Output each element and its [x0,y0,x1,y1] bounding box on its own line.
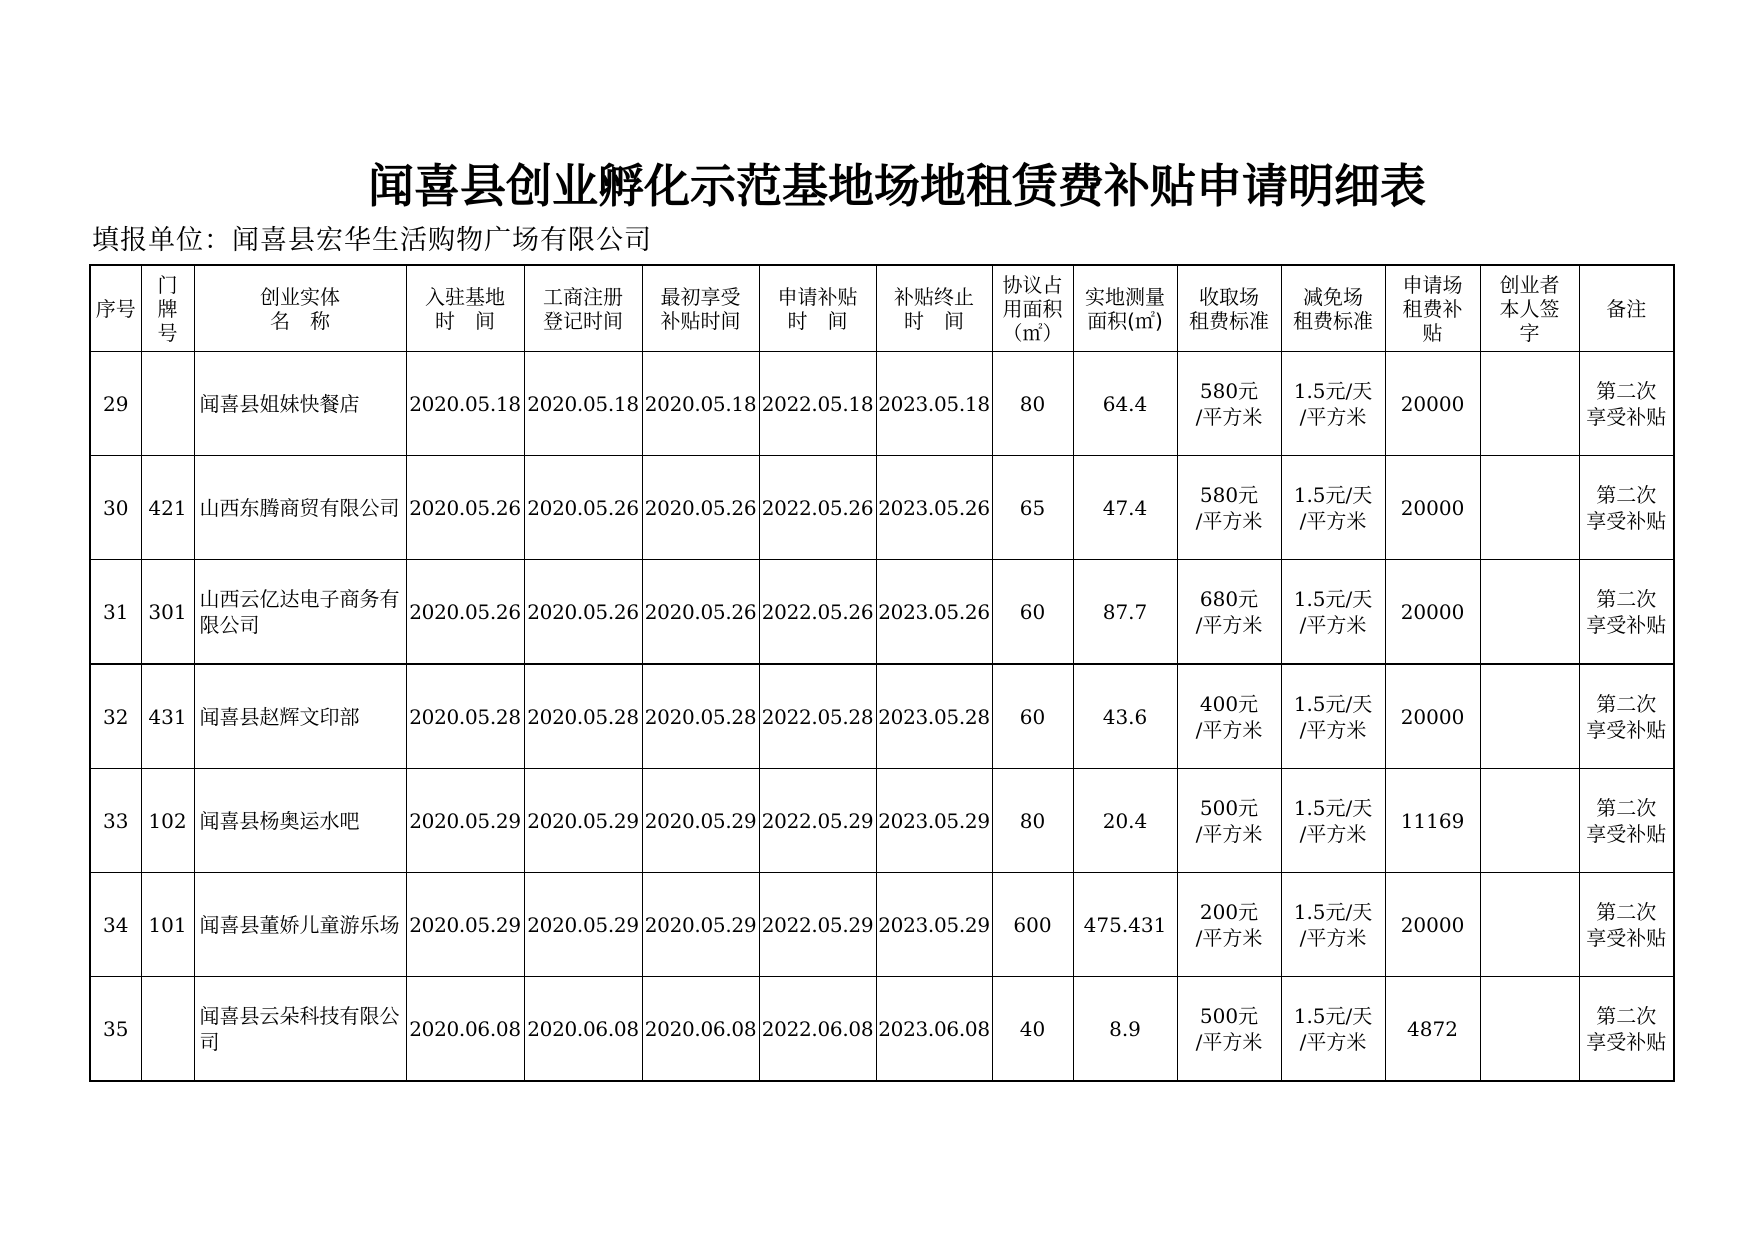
cell-enter-time: 2020.05.29 [406,873,524,977]
cell-reduced-standard: 1.5元/天 /平方米 [1281,977,1385,1082]
cell-measured-area: 43.6 [1073,664,1177,769]
header-door-number: 门 牌 号 [141,265,194,352]
cell-apply-amount: 20000 [1385,873,1480,977]
cell-rent-standard: 500元 /平方米 [1177,769,1281,873]
header-rent-standard: 收取场 租费标准 [1177,265,1281,352]
cell-seq: 31 [90,560,141,665]
cell-rent-standard: 200元 /平方米 [1177,873,1281,977]
cell-seq: 35 [90,977,141,1082]
header-seq: 序号 [90,265,141,352]
cell-measured-area: 47.4 [1073,456,1177,560]
cell-apply-amount: 20000 [1385,664,1480,769]
cell-signature [1480,977,1579,1082]
cell-seq: 29 [90,352,141,456]
cell-apply-amount: 20000 [1385,352,1480,456]
cell-reg-time: 2020.05.26 [524,560,642,665]
cell-reg-time: 2020.05.29 [524,769,642,873]
cell-door: 421 [141,456,194,560]
cell-reduced-standard: 1.5元/天 /平方米 [1281,560,1385,665]
cell-agreed-area: 80 [992,769,1073,873]
cell-signature [1480,352,1579,456]
cell-first-time: 2020.05.28 [642,664,759,769]
cell-enter-time: 2020.05.28 [406,664,524,769]
cell-reduced-standard: 1.5元/天 /平方米 [1281,664,1385,769]
cell-reduced-standard: 1.5元/天 /平方米 [1281,873,1385,977]
table-row [90,769,1674,873]
table-row [90,977,1674,1082]
cell-end-time: 2023.05.26 [876,456,992,560]
cell-entity: 闻喜县董娇儿童游乐场 [194,873,406,977]
filler-unit: 填报单位：闻喜县宏华生活购物广场有限公司 [92,225,652,256]
cell-note: 第二次 享受补贴 [1579,352,1674,456]
cell-end-time: 2023.05.29 [876,769,992,873]
cell-measured-area: 87.7 [1073,560,1177,665]
cell-entity: 山西云亿达电子商务有限公司 [194,560,406,665]
cell-note: 第二次 享受补贴 [1579,977,1674,1082]
cell-apply-time: 2022.05.26 [759,456,876,560]
cell-measured-area: 20.4 [1073,769,1177,873]
cell-rent-standard: 500元 /平方米 [1177,977,1281,1082]
cell-enter-time: 2020.06.08 [406,977,524,1082]
header-measured-area: 实地测量 面积(㎡) [1073,265,1177,352]
cell-note: 第二次 享受补贴 [1579,664,1674,769]
cell-signature [1480,560,1579,665]
cell-reg-time: 2020.05.29 [524,873,642,977]
table-row [90,352,1674,456]
header-entity-name: 创业实体 名 称 [194,265,406,352]
cell-apply-amount: 20000 [1385,456,1480,560]
cell-measured-area: 475.431 [1073,873,1177,977]
cell-agreed-area: 40 [992,977,1073,1082]
cell-apply-amount: 20000 [1385,560,1480,665]
cell-first-time: 2020.05.26 [642,560,759,665]
cell-end-time: 2023.06.08 [876,977,992,1082]
cell-enter-time: 2020.05.18 [406,352,524,456]
cell-first-time: 2020.05.29 [642,873,759,977]
cell-door [141,352,194,456]
table-row [90,873,1674,977]
cell-apply-time: 2022.05.29 [759,873,876,977]
cell-entity: 闻喜县云朵科技有限公司 [194,977,406,1082]
cell-reduced-standard: 1.5元/天 /平方米 [1281,352,1385,456]
cell-entity: 闻喜县姐妹快餐店 [194,352,406,456]
cell-enter-time: 2020.05.26 [406,560,524,665]
cell-entity: 闻喜县赵辉文印部 [194,664,406,769]
cell-signature [1480,873,1579,977]
cell-reduced-standard: 1.5元/天 /平方米 [1281,456,1385,560]
table-row [90,664,1674,769]
cell-agreed-area: 60 [992,560,1073,665]
cell-signature [1480,769,1579,873]
table-row [90,560,1674,665]
cell-door: 102 [141,769,194,873]
cell-rent-standard: 680元 /平方米 [1177,560,1281,665]
header-apply-amount: 申请场 租费补 贴 [1385,265,1480,352]
cell-first-time: 2020.05.29 [642,769,759,873]
header-reduced-standard: 减免场 租费标准 [1281,265,1385,352]
cell-apply-time: 2022.05.26 [759,560,876,665]
cell-first-time: 2020.05.26 [642,456,759,560]
cell-measured-area: 64.4 [1073,352,1177,456]
cell-end-time: 2023.05.28 [876,664,992,769]
cell-reg-time: 2020.05.26 [524,456,642,560]
cell-end-time: 2023.05.18 [876,352,992,456]
cell-rent-standard: 580元 /平方米 [1177,456,1281,560]
cell-entity: 山西东腾商贸有限公司 [194,456,406,560]
cell-signature [1480,664,1579,769]
cell-first-time: 2020.06.08 [642,977,759,1082]
cell-note: 第二次 享受补贴 [1579,769,1674,873]
table-header-row [90,265,1674,352]
header-enter-time: 入驻基地 时 间 [406,265,524,352]
cell-door: 301 [141,560,194,665]
cell-apply-time: 2022.05.18 [759,352,876,456]
cell-door: 101 [141,873,194,977]
header-registration-time: 工商注册 登记时间 [524,265,642,352]
cell-seq: 32 [90,664,141,769]
cell-door: 431 [141,664,194,769]
header-agreed-area: 协议占 用面积 （㎡） [992,265,1073,352]
cell-apply-time: 2022.05.29 [759,769,876,873]
header-end-time: 补贴终止 时 间 [876,265,992,352]
cell-rent-standard: 400元 /平方米 [1177,664,1281,769]
cell-seq: 34 [90,873,141,977]
table-row [90,456,1674,560]
header-note: 备注 [1579,265,1674,352]
cell-enter-time: 2020.05.29 [406,769,524,873]
cell-apply-amount: 4872 [1385,977,1480,1082]
cell-reduced-standard: 1.5元/天 /平方米 [1281,769,1385,873]
cell-door [141,977,194,1082]
cell-seq: 30 [90,456,141,560]
page-title: 闻喜县创业孵化示范基地场地租赁费补贴申请明细表 [368,159,1426,213]
cell-agreed-area: 65 [992,456,1073,560]
cell-reg-time: 2020.05.18 [524,352,642,456]
cell-first-time: 2020.05.18 [642,352,759,456]
cell-agreed-area: 600 [992,873,1073,977]
cell-signature [1480,456,1579,560]
header-signature: 创业者 本人签 字 [1480,265,1579,352]
cell-reg-time: 2020.06.08 [524,977,642,1082]
cell-measured-area: 8.9 [1073,977,1177,1082]
cell-enter-time: 2020.05.26 [406,456,524,560]
cell-end-time: 2023.05.26 [876,560,992,665]
cell-reg-time: 2020.05.28 [524,664,642,769]
cell-seq: 33 [90,769,141,873]
cell-agreed-area: 60 [992,664,1073,769]
cell-agreed-area: 80 [992,352,1073,456]
cell-apply-time: 2022.06.08 [759,977,876,1082]
cell-apply-amount: 11169 [1385,769,1480,873]
cell-end-time: 2023.05.29 [876,873,992,977]
header-first-subsidy-time: 最初享受 补贴时间 [642,265,759,352]
header-apply-time: 申请补贴 时 间 [759,265,876,352]
cell-apply-time: 2022.05.28 [759,664,876,769]
cell-entity: 闻喜县杨奥运水吧 [194,769,406,873]
cell-note: 第二次 享受补贴 [1579,873,1674,977]
cell-note: 第二次 享受补贴 [1579,456,1674,560]
subsidy-detail-table [89,264,1675,1082]
cell-note: 第二次 享受补贴 [1579,560,1674,665]
cell-rent-standard: 580元 /平方米 [1177,352,1281,456]
